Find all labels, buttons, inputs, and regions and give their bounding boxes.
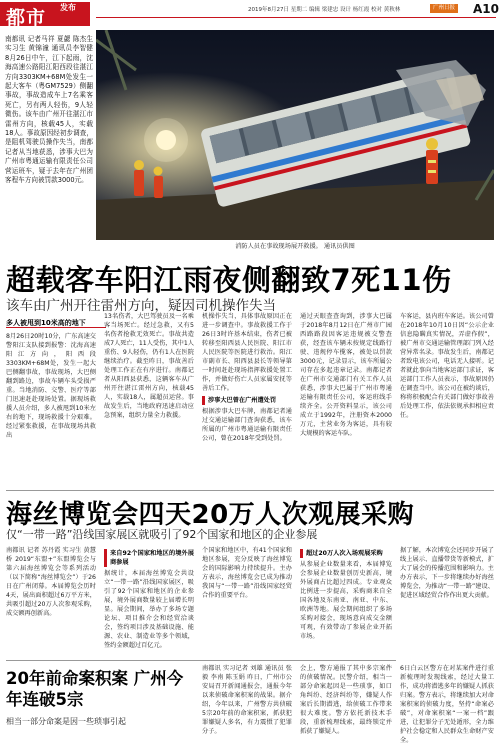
story3-col2-text: 会上，警方通报了其中多宗案件的侦破情况。民警介绍，相当一部分命案起因是一些琐事，如口角纠纷、经济纠纷等，嫌疑人作案后长期潜逃，给侦破工作带来很大难度。警方依托新技术手段，重新梳理线索，最终锁定并抓获了嫌疑人。 <box>300 665 392 735</box>
section-subtitle: 发布 <box>60 3 76 12</box>
story2-headline: 海丝博览会四天20万人次观展采购 <box>6 500 415 530</box>
story1-col4-text: 通过天眼查查询到，涉事大巴属于2018年8月12日在广州市广园西路路段因客运违规被交警查获，经查该车辆未按规定线路行驶、违规停车揽客，被处以罚款3000元，记录显示，该车所属公司存在多起违章记录。南都记者在广州市交通部门有关工作人员获悉，涉事大巴属于广州市粤通运输有限责任公司，客运班线手续齐全。公开资料显示，该公司成立于1992年，注册资本2000万元，主营业务为客运，具有较大规模的客运车队。 <box>300 313 392 437</box>
story1-col5-text: 车客运，县内班车客运。该公司曾在2018年10月10日因“公示企业信息隐瞒真实情况，弄虚作假”，被广州市交通运输管理部门列入经营异常名录。事故发生后，南都记者致电该公司，电话无人接听。记者就此事向当地客运部门求证，客运部门工作人员表示，事故原因仍在调查当中。该公司在被约谈后，称将积极配合有关部门做好事故善后处理工作，依法依规承担相应责任。 <box>400 313 494 419</box>
page-header <box>0 0 500 27</box>
story1-column-4 <box>300 312 392 438</box>
story2-column-1 <box>6 546 96 618</box>
paper-tag: 广州日报 <box>430 4 458 13</box>
story2-subhead-b-text: 超过20万人次入场观展采购 <box>300 549 383 558</box>
story2-column-2 <box>104 546 194 650</box>
section-title: 都市 <box>6 7 47 29</box>
story1-column-5 <box>400 312 494 420</box>
story1-column-3 <box>202 312 292 443</box>
story1-subheadline: 该车由广州开往雷州方向，疑因司机操作失当 <box>6 298 276 314</box>
photo-caption: 消防人员在事故现场展开救援。 通讯员供图 <box>235 243 355 250</box>
story1-col2-text: 13名伤者，大巴驾驶员及一名乘客当场死亡。经过急救，又有5名伤者抢救无效死亡。事故共造成7人死亡，11人受伤，其中1人重伤、9人轻伤，仍有1人在医院继续治疗。截至昨日，事故善后处理工作正在有序进行。南都记者从阳西县获悉，这辆客车从广州开往湛江雷州方向，核载45人，实载18人，属超员运营。事故发生后，当地政府迅速启动应急预案，组织力量全力救援。 <box>104 313 194 419</box>
story1-subhead-text: 涉事大巴曾在广州遭处罚 <box>202 396 276 405</box>
story1-col3b-text: 根据涉事大巴车牌，南都记者通过交通运输部门查询获悉，该车所属的广州市粤通运输有限责任公司，曾在2018年受到处罚。 <box>202 408 292 442</box>
lead-paragraph <box>5 35 93 186</box>
kicker-rule <box>6 327 106 328</box>
header-rule <box>96 17 496 18</box>
story2-col2-text: 据统计，本届海丝博览会共设立“一带一路”沿线国家展区，吸引了92个国家和地区的企业参展，境外展商数量较上届增长明显。展会期间，举办了多场专题论坛、项目推介会和经贸洽谈会，签约项目涉及基础设施、能源、农业、制造业等多个领域，签约金额超过百亿元。 <box>104 570 194 649</box>
story3-column-2 <box>300 664 392 748</box>
dateline: 2019年8月27日 星期二 编辑 梁建忠 设计 杨红霞 校对 黄秋林 <box>248 7 401 13</box>
story1-headline: 超载客车阳江雨夜侧翻致7死11伤 <box>6 263 452 297</box>
story2-column-4 <box>300 546 392 641</box>
story2-col5-text: 据了解，本次博览会还同步开展了线上展示、直播带货等新模式，扩大了展会的传播范围和影响力。主办方表示，下一步将继续办好海丝博览会，为推动“一带一路”建设、促进区域经贸合作作出更大贡献。 <box>400 547 494 599</box>
story2-column-3 <box>202 546 292 600</box>
story2-col1-text: 南都讯 记者 苏丹霞 实习生 黄慧桥 2019“东盟+”东盟博览会与第六届海丝博览会等系列活动（以下简称“海丝博览会”）于26日在广州闭幕。本届博览会历时4天，展出面积超过6万平方米，共吸引超过20万人次参观采购，成交额再创新高。 <box>6 547 96 617</box>
story1-column-2 <box>104 312 194 420</box>
story2-subheadline: 仅“一带一路”沿线国家展区就吸引了92个国家和地区的企业参展 <box>6 528 318 541</box>
story3-column-3 <box>400 664 494 748</box>
page-number: A10 <box>473 2 499 16</box>
story1-kicker: 多人被甩到10米高的地下 <box>6 319 86 327</box>
story1-subhead <box>202 396 292 405</box>
lead-text: 南都讯 记者马祥 夏勰 陈杰生 实习生 黄锦潼 通讯员李智健 8月26日中午，江下起雨，沈海高速公路阳江阳西段往湛江方向3303KM+68M处发生一起大客车（粤GM7529）侧翻事故，事故造成车上7名乘客死亡，另有两人轻伤，9人轻微伤。该车由广州开往湛江市雷州方向，核载45人，实载18人。事故原因经初步调查，是阻机驾驶员操作失当，南都记者从当地获悉，涉事大巴为广州市粤通运输有限责任公司营运班车，疑于去年在广州团客程车方向被罚款3000元。 <box>5 35 93 185</box>
story3-col1-text: 南都讯 实习记者 刘雄 通讯员 张毅 李南 陈玉娟 昨日，广州市公安局召开新闻通报会，通报今年以来侦破命案积案的战果。据介绍，今年以来，广州警方共侦破5宗20年前的命案积案，抓获犯罪嫌疑人多名，有力震慑了犯罪分子。 <box>202 665 292 735</box>
story2-subhead-a <box>104 549 194 567</box>
rescue-scene-image <box>96 30 494 240</box>
accident-photo <box>96 30 494 240</box>
story2-col3-text: 个国家和地区中，有41个国家和地区参展，充分反映了海丝博览会的国际影响力持续提升。主办方表示，海丝博览会已成为推动我国与“一带一路”沿线国家经贸合作的重要平台。 <box>202 547 292 599</box>
story3-col3-text: 6日白云区警方在对某案件进行重新梳理时发现线索，经过大量工作，成功将潜逃多年的嫌疑人抓获归案。警方表示，将继续加大对命案积案的侦破力度，坚持“命案必破”，对命案积案“一案一档”跟进，让犯罪分子无处遁形，全力维护社会稳定和人民群众生命财产安全。 <box>400 665 494 744</box>
story3-headline: 20年前命案积案 广州今年连破5宗 <box>6 669 184 709</box>
story1-col1-text: 8月26日20时10分，广东高速交警阳江支队接到报警：沈海高速阳江方向，阳西段3303KM+68M处，发生一起大巴侧翻事故，事故现场，大巴侧翻到路边，事故车辆车头受损严重。当地消防、交警、医疗等部门迅速赶赴现场处置。据现场救援人员介绍，多人被甩到10米左右的地下，现场救援十分艰难。经过紧张救援，在事故现场共救出 <box>6 333 96 439</box>
story2-subhead-b <box>300 549 392 558</box>
story3-subheadline: 相当一部分命案是因一些琐事引起 <box>6 717 126 726</box>
story1-col3-text: 机操作失当，具体事故原因正在进一步调查中。事故救援工作于26日3时许基本结束，伤者已被转移至阳西县人民医院、阳江市人民医院等医院进行救治。阳江市副市长、阳西县县长等领导第一时间赶赴现场指挥救援处置工作，并做好伤亡人员家属安抚等善后工作。 <box>202 313 292 392</box>
story3-column-1 <box>202 664 292 748</box>
story2-col4-text: 从参展企业数量来看，本届博览会参展企业数量创历史新高，境外展商占比超过四成。专业观众比例进一步提高，采购商来自全国各地及东南亚、南亚、中东、欧洲等地。展会期间组织了多场采购对接会，现场意向成交金额可观，有效带动了参展企业开拓市场。 <box>300 561 392 640</box>
section-divider-2 <box>6 660 396 661</box>
section-divider-1 <box>6 490 494 491</box>
story1-column-1 <box>6 332 96 440</box>
story2-subhead-a-text: 来自92个国家和地区的境外展商参展 <box>104 549 194 567</box>
